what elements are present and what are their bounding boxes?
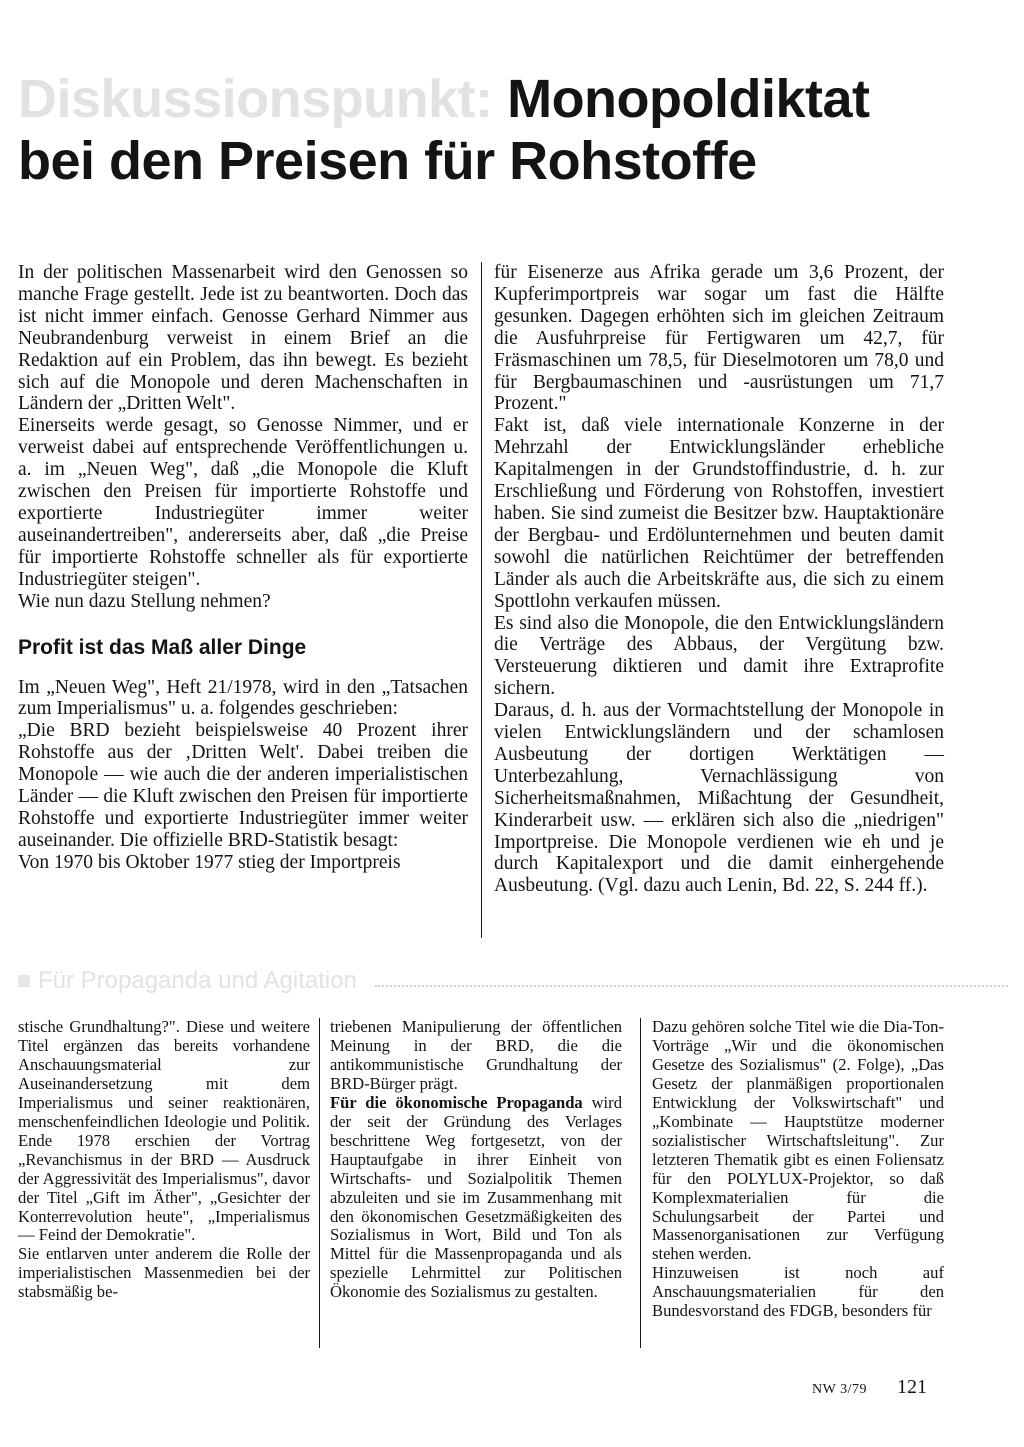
paragraph [330, 1094, 622, 1302]
lower-column-3 [652, 1018, 944, 1321]
quote-paragraph: „Die BRD bezieht beispielsweise 40 Prozent ihrer Rohstoffe aus der ‚Dritten Welt'. Dabei treiben die Monopole — wie auch die der anderen imperialistischen Länder — die Kluft zwischen den Preisen für importierte Rohstoffe und exportierte Industriegüter immer weiter auseinander. Die offizielle BRD-Statistik besagt: [18, 720, 468, 851]
title-line-1 [18, 68, 1008, 130]
title-main: Monopoldiktat [507, 69, 870, 129]
page-number: 121 [896, 1376, 927, 1398]
paragraph: stische Grundhaltung?". Diese und weitere Titel ergänzen das bereits vorhandene Anschauungsmaterial zur Auseinandersetzung mit dem Imperialismus und seiner reaktionären, menschenfeindlichen Ideologie und Politik. Ende 1978 erschien der Vortrag „Revanchismus in der BRD — Ausdruck der Aggressivität des Imperialismus", davor der Titel „Gift im Äther", „Gesichter der Konterrevolution heute", „Imperialismus — Feind der Demokratie". [18, 1017, 310, 1245]
title-line-2: bei den Preisen für Rohstoffe [18, 131, 757, 191]
column-divider [481, 262, 482, 938]
paragraph: triebenen Manipulierung der öffentlichen Meinung in der BRD, die die antikommunistische Grundhaltung der BRD-Bürger prägt. [330, 1017, 622, 1093]
bold-lead: Für die ökonomische Propaganda [330, 1092, 583, 1112]
paragraph: Es sind also die Monopole, die den Entwicklungsländern die Verträge des Abbaus, der Vergütung bzw. Versteuerung diktieren und damit ihre Extraprofite sichern. [494, 612, 944, 700]
paragraph: Wie nun dazu Stellung nehmen? [18, 590, 271, 612]
column-divider [640, 1018, 641, 1348]
column-divider [319, 1018, 320, 1348]
paragraph: für Eisenerze aus Afrika gerade um 3,6 Prozent, der Kupferimportpreis war sogar um fast die Hälfte gesunken. Dagegen erhöhten sich im gleichen Zeitraum die Ausfuhrpreise für Fertigwaren um 42,7, für Fräsmaschinen um 78,5, für Dieselmotoren um 78,0 und für Bergbaumaschinen und -ausrüstungen um 71,7 Prozent." [494, 262, 944, 415]
issue-label: NW 3/79 [812, 1382, 867, 1397]
section-header [18, 966, 1008, 996]
article-column-right [494, 262, 944, 897]
section-square-icon [18, 975, 30, 987]
section-dotted-rule [375, 985, 1008, 987]
paragraph: Von 1970 bis Oktober 1977 stieg der Importpreis [18, 851, 401, 873]
page-footer [812, 1376, 927, 1399]
paragraph: Sie entlarven unter anderem die Rolle der imperialistischen Massenmedien bei der stabsmäßig be- [18, 1244, 310, 1302]
lower-column-1 [18, 1018, 310, 1302]
article-column-left [18, 262, 468, 874]
paragraph: Im „Neuen Weg", Heft 21/1978, wird in den „Tatsachen zum Imperialismus" u. a. folgendes geschrieben: [18, 676, 468, 720]
paragraph: Dazu gehören solche Titel wie die Dia-Ton-Vorträge „Wir und die ökonomischen Gesetze des Sozialismus" (2. Folge), „Das Gesetz der planmäßigen proportionalen Entwicklung der Volkswirtschaft" und „Kombinate — Hauptstütze moderner sozialistischer Wirtschaftsleitung". Zur letzteren Thematik gibt es einen Foliensatz für den POLYLUX-Projektor, so daß Komplexmaterialien für die Schulungsarbeit der Partei und Massenorganisationen zur Verfügung stehen werden. [652, 1017, 944, 1264]
subheading: Profit ist das Maß aller Dinge [18, 635, 307, 659]
kicker-label: Diskussionspunkt: [18, 69, 493, 129]
paragraph: Einerseits werde gesagt, so Genosse Nimmer, und er verweist dabei auf entsprechende Veröffentlichungen u. a. im „Neuen Weg", daß „die Monopole die Kluft zwischen den Preisen für importierte Rohstoffe und exportierte Industriegüter immer weiter auseinandertreiben", andererseits aber, daß „die Preise für importierte Rohstoffe schneller als für exportierte Industriegüter steigen". [18, 415, 468, 590]
paragraph: Fakt ist, daß viele internationale Konzerne in der Mehrzahl der Entwicklungsländer erhebliche Kapitalmengen in der Grundstoffindustrie, d. h. zur Erschließung und Förderung von Rohstoffen, investiert haben. Sie sind zumeist die Besitzer bzw. Hauptaktionäre der Bergbau- und Erdölunternehmen und beuten damit sowohl die natürlichen Reichtümer der betreffenden Länder als auch die Arbeitskräfte aus, die sich zu einem Spottlohn verkaufen müssen. [494, 415, 944, 612]
paragraph: Hinzuweisen ist noch auf Anschauungsmaterialien für den Bundesvorstand des FDGB, besonders für [652, 1263, 944, 1321]
section-label: Für Propaganda und Agitation [38, 967, 357, 994]
paragraph: In der politischen Massenarbeit wird den Genossen so manche Frage gestellt. Jede ist zu beantworten. Doch das ist nicht immer einfach. Genosse Gerhard Nimmer aus Neubrandenburg verweist in einem Brief an die Redaktion auf ein Problem, das ihn bewegt. Es bezieht sich auf die Monopole und deren Machenschaften in Ländern der „Dritten Welt". [18, 262, 468, 415]
lower-column-2 [330, 1018, 622, 1302]
article-title [18, 68, 1008, 192]
paragraph-text: wird der seit der Gründung des Verlages beschrittene Weg fortgesetzt, von der Hauptaufgabe in ihrer Einheit von Wirtschafts- und Sozialpolitik Themen abzuleiten und sie im Zusammenhang mit den ökonomischen Gesetzmäßigkeiten des Sozialismus in Wort, Bild und Ton als Mittel für die Massenpropaganda und als spezielle Lehrmittel zur Politischen Ökonomie des Sozialismus zu gestalten. [330, 1092, 622, 1302]
paragraph: Daraus, d. h. aus der Vormachtstellung der Monopole in vielen Entwicklungsländern und der schamlosen Ausbeutung der dortigen Werktätigen — Unterbezahlung, Vernachlässigung von Sicherheitsmaßnahmen, Mißachtung der Gesundheit, Kinderarbeit usw. — erklären sich also die „niedrigen" Importpreise. Die Monopole verdienen wie eh und je durch Kapitalexport und die damit einhergehende Ausbeutung. (Vgl. dazu auch Lenin, Bd. 22, S. 244 ff.). [494, 700, 944, 897]
